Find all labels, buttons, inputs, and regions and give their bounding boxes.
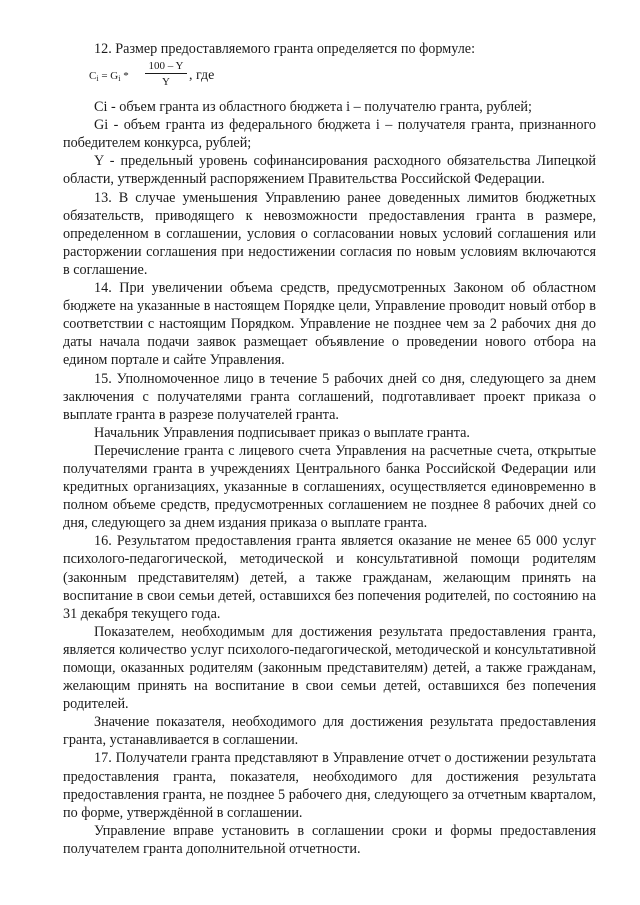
ci-definition: Ci - объем гранта из областного бюджета i – получателю гранта, рублей; — [94, 99, 532, 116]
formula-g-subscript: i — [118, 74, 121, 84]
formula-denominator: Y — [162, 76, 170, 89]
formula-c: C — [89, 70, 97, 83]
y-definition: Y - предельный уровень софинансирования расходного обязательства Липецкой области, утвержденный распоряжением Правительства Российской Федерации. — [63, 153, 596, 188]
formula-equals-g: = G — [98, 70, 119, 83]
paragraph-15-signing: Начальник Управления подписывает приказ о выплате гранта. — [94, 424, 470, 441]
paragraph-13: 13. В случае уменьшения Управлению ранее доведенных лимитов бюджетных обязательств, приводящего к невозможности предоставления гранта в размере, определенном в соглашении, условия о согласовании новых условий соглашения или расторжении соглашения при недостижении согласия по новым условиям включаются в соглашение. — [63, 189, 596, 278]
paragraph-16-indicator: Показателем, необходимым для достижения результата предоставления гранта, является количество услуг психолого-педагогической, методической и консультативной помощи, оказанных родителям (законным представителям) детей, а также гражданам, желающим принять на воспитание в свои семьи детей, оставшихся без попечения родителей. — [63, 623, 596, 713]
paragraph-14: 14. При увеличении объема средств, предусмотренных Законом об областном бюджете на указанные в настоящем Порядке цели, Управление проводит новый отбор в соответствии с настоящим Порядком. Управление не позднее чем за 2 рабочих дня до даты начала подачи заявок размещает объявление о проведении нового отбора на едином портале и сайте Управления. — [63, 280, 596, 369]
formula-multiply: * — [120, 70, 129, 83]
grant-formula — [89, 60, 596, 96]
paragraph-17-additional: Управление вправе установить в соглашении сроки и формы предоставления получателем гранта дополнительной отчетности. — [63, 822, 596, 857]
paragraph-12: 12. Размер предоставляемого гранта определяется по формуле: — [94, 41, 476, 57]
paragraph-15-transfer: Перечисление гранта с лицевого счета Управления на расчетные счета, открытые получателями гранта в учреждениях Центрального банка Российской Федерации или кредитных организациях, указанные в соглашениях, осуществляется единовременно в полном объеме средств, предусмотренных соглашением не позднее 8 рабочих дней со дня, следующего за днем издания приказа о выплате гранта. — [63, 442, 596, 532]
formula-fraction — [145, 60, 187, 88]
gi-definition: Gi - объем гранта из федерального бюджета i – получателя гранта, признанного победителем конкурса, рублей; — [63, 117, 596, 152]
formula-c-subscript: i — [96, 74, 99, 84]
formula-where: , где — [189, 68, 215, 84]
document-page — [63, 40, 596, 858]
formula-numerator: 100 – Y — [145, 60, 187, 74]
paragraph-16: 16. Результатом предоставления гранта является оказание не менее 65 000 услуг психолого-педагогической, методической и консультативной помощи родителям (законным представителям) детей, а также гражданам, желающим принять на воспитание в свои семьи детей, оставшихся без попечения родителей, по состоянию на 31 декабря текущего года. — [63, 533, 596, 622]
paragraph-16-value: Значение показателя, необходимого для достижения результата предоставления гранта, устанавливается в соглашении. — [63, 714, 596, 749]
formula-left-side — [89, 70, 129, 85]
paragraph-17: 17. Получатели гранта представляют в Управление отчет о достижении результата предоставления гранта, показателя, необходимого для достижения результата предоставления гранта, не позднее 5 рабочего дня, следующего за отчетным кварталом, по форме, утверждённой в соглашении. — [63, 750, 596, 821]
paragraph-15: 15. Уполномоченное лицо в течение 5 рабочих дней со дня, следующего за днем заключения с получателями гранта соглашений, подготавливает проект приказа о выплате гранта в разрезе получателей гранта. — [63, 370, 596, 423]
